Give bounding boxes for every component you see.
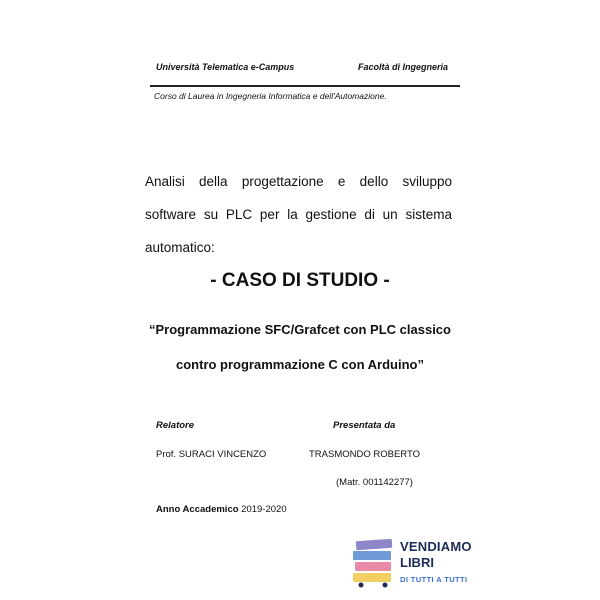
academic-year-value: 2019-2020: [241, 504, 287, 515]
header-divider: [150, 85, 460, 87]
relatore-name: Prof. SURACI VINCENZO: [156, 449, 267, 460]
watermark-line-2: LIBRI: [400, 555, 434, 570]
book-yellow: [353, 573, 391, 582]
academic-year-label: Anno Accademico: [156, 504, 239, 515]
thesis-title-line-1: “Programmazione SFC/Grafcet con PLC classico: [149, 322, 451, 337]
book-purple: [356, 539, 393, 550]
academic-year: [156, 504, 287, 515]
case-study-heading: - CASO DI STUDIO -: [210, 270, 390, 291]
student-name: TRASMONDO ROBERTO: [309, 449, 421, 460]
presentata-label: Presentata da: [333, 420, 396, 431]
relatore-label: Relatore: [156, 420, 195, 431]
student-matricola: (Matr. 001142277): [336, 477, 413, 488]
watermark-tagline: DI TUTTI A TUTTI: [400, 575, 468, 584]
cart-wheel-right: [383, 583, 388, 588]
book-blue: [353, 551, 391, 560]
thesis-title-line-2: contro programmazione C con Arduino”: [176, 357, 424, 372]
course-name: Corso di Laurea in Ingegneria Informatica e dell'Automazione.: [154, 91, 387, 101]
book-pink: [355, 562, 391, 571]
books-logo-icon: [352, 538, 394, 588]
watermark-line-1: VENDIAMO: [400, 539, 472, 554]
faculty-name: Facoltà di Ingegneria: [358, 62, 449, 72]
cart-wheel-left: [359, 583, 364, 588]
thesis-abstract: Analisi della progettazione e dello sviluppo software su PLC per la gestione di un sistema automatico:: [145, 174, 452, 255]
university-name: Università Telematica e-Campus: [156, 62, 295, 72]
